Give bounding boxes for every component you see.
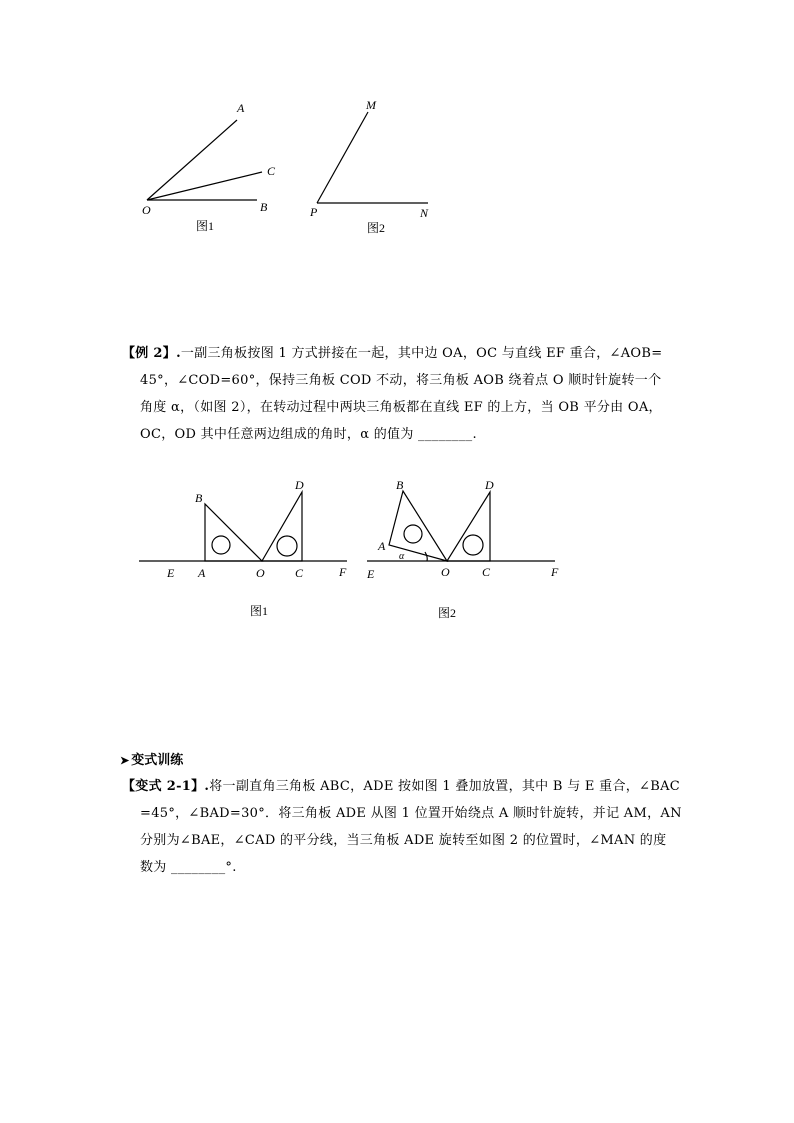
fig1-label-F: F	[339, 565, 347, 579]
figure-2-caption: 图2	[367, 221, 386, 235]
figure-2-angles	[317, 112, 428, 203]
label-A: A	[237, 101, 245, 115]
fig2-label-D: D	[485, 478, 494, 492]
fig1-label-C: C	[295, 566, 304, 580]
variant-heading-text: 变式训练	[131, 753, 184, 768]
fig2-label-O: O	[441, 565, 450, 579]
circle-AOB-rotated	[404, 525, 422, 543]
variant-2-1-problem	[122, 773, 682, 881]
fig1-label-A: A	[198, 566, 206, 580]
ray-PM	[317, 112, 368, 203]
example-2-line-4: OC，OD 其中任意两边组成的角时，α 的值为 ________.	[140, 427, 477, 442]
example-2-label: 【例 2】.	[122, 346, 181, 361]
example-2-problem	[122, 340, 682, 448]
fig2-label-C: C	[482, 565, 491, 579]
variant-line-3: 分别为∠BAE，∠CAD 的平分线，当三角板 ADE 旋转至如图 2 的位置时，∠MAN 的度	[140, 833, 667, 848]
variant-text-1: 将一副直角三角板 ABC，ADE 按如图 1 叠加放置，其中 B 与 E 重合，∠BAC	[209, 779, 681, 794]
label-C: C	[267, 164, 276, 178]
fig1-label-E: E	[167, 566, 175, 580]
example-2-text-1: 一副三角板按图 1 方式拼接在一起，其中边 OA，OC 与直线 EF 重合，∠AOB=	[180, 346, 663, 361]
variant-heading	[120, 749, 183, 768]
fig1-label-O: O	[256, 566, 265, 580]
figure-1-angles	[147, 120, 262, 200]
variant-line-4: 数为 ________°.	[140, 860, 237, 875]
fig1-label-B: B	[195, 491, 203, 505]
label-P: P	[310, 205, 318, 219]
top-figures	[130, 92, 450, 242]
alpha-arc	[425, 552, 427, 561]
example-2-line-2: 45°，∠COD=60°，保持三角板 COD 不动，将三角板 AOB 绕着点 O 顺时针旋转一个	[140, 373, 662, 388]
fig1-label-D: D	[295, 478, 304, 492]
figure-1-triangles	[139, 492, 347, 561]
variant-label: 【变式 2-1】.	[122, 779, 210, 794]
triangle-COD-2	[447, 492, 490, 561]
triangle-figures	[135, 472, 575, 627]
variant-line-2: =45°，∠BAD=30°．将三角板 ADE 从图 1 位置开始绕点 A 顺时针旋转，并记 AM，AN	[140, 806, 682, 821]
circle-COD	[277, 536, 297, 556]
variant-line-1	[122, 773, 682, 800]
ray-OA	[147, 120, 237, 200]
figure-2-triangles	[367, 491, 555, 561]
label-O: O	[142, 203, 151, 217]
triangle-AOB	[205, 504, 262, 561]
fig2-label-B: B	[396, 478, 404, 492]
circle-COD-2	[463, 535, 483, 555]
figure-1-caption-mid: 图1	[250, 604, 269, 618]
fig2-label-A: A	[378, 539, 386, 553]
fig2-label-alpha: α	[399, 551, 405, 562]
label-B: B	[260, 200, 268, 214]
figure-1-caption: 图1	[196, 219, 215, 233]
example-2-line-3: 角度 α，（如图 2），在转动过程中两块三角板都在直线 EF 的上方，当 OB 平分由 OA，	[140, 400, 662, 415]
circle-AOB	[212, 536, 230, 554]
fig2-label-E: E	[367, 567, 375, 581]
ray-OC	[147, 172, 262, 200]
figure-2-caption-mid: 图2	[438, 606, 457, 620]
label-N: N	[420, 206, 429, 220]
example-2-line-1	[122, 340, 682, 367]
label-M: M	[366, 98, 376, 112]
arrow-icon: ➤	[120, 754, 130, 767]
fig2-label-F: F	[551, 565, 559, 579]
